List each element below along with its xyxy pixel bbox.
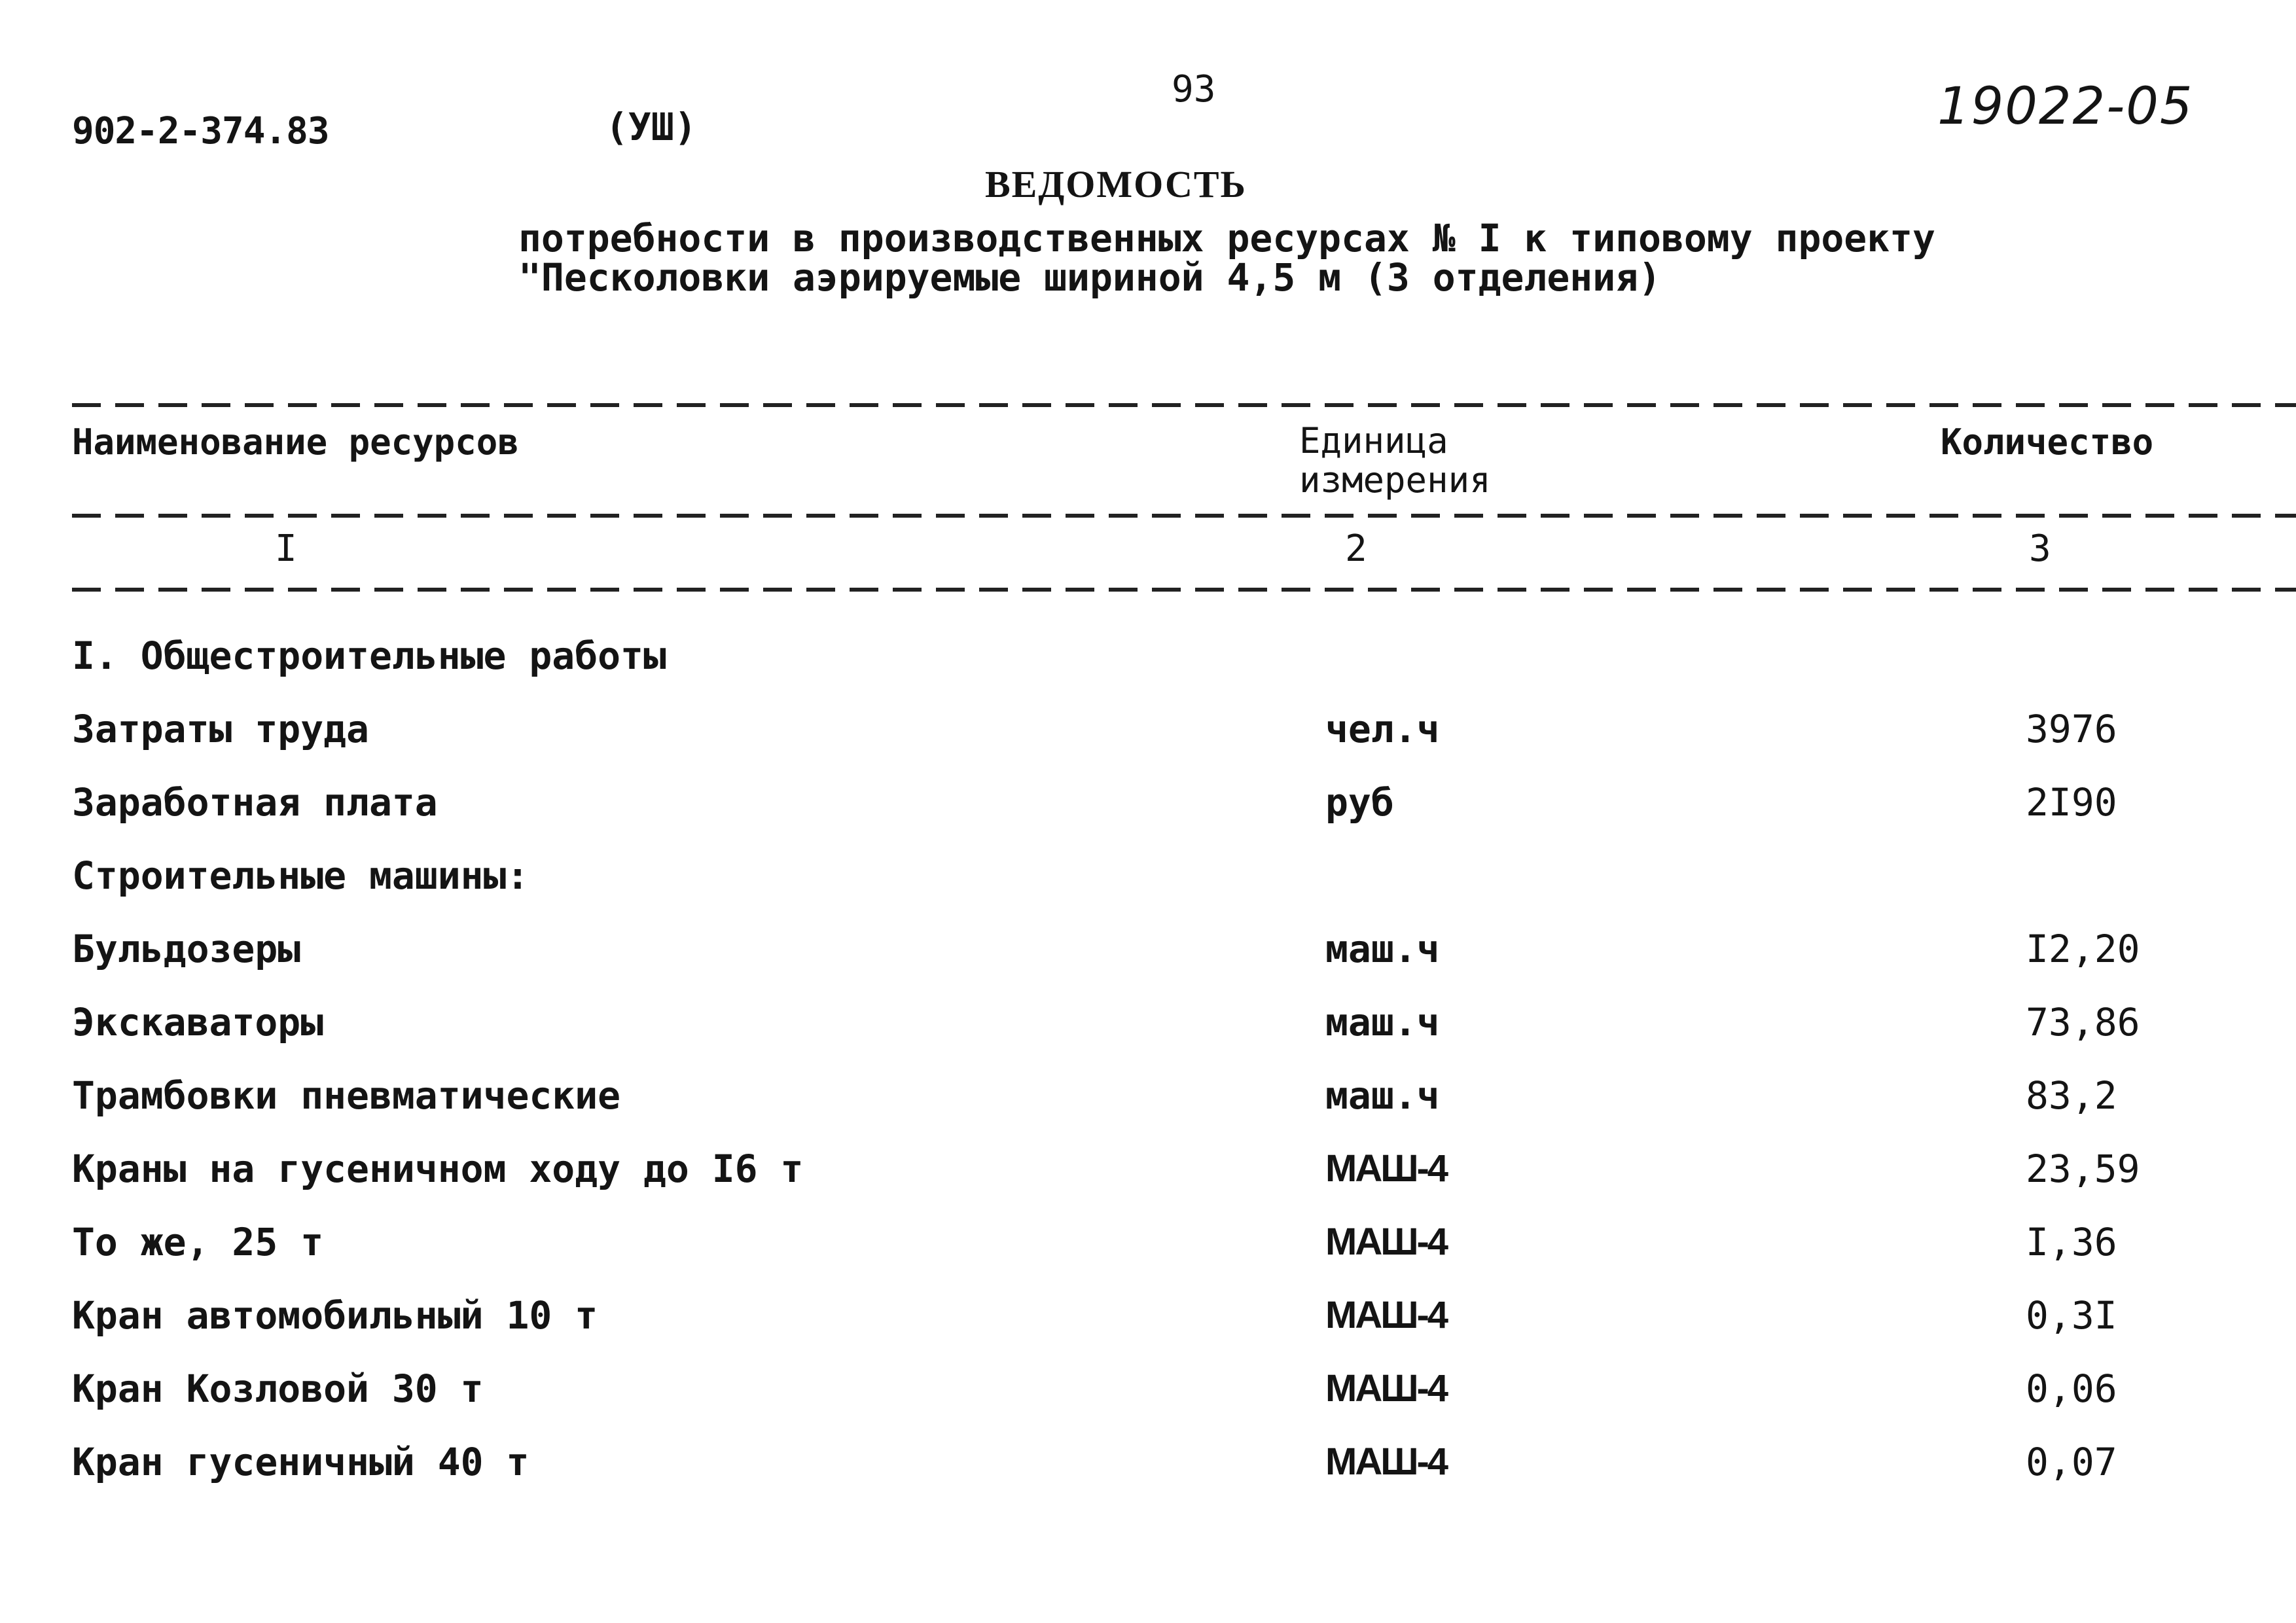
table-row <box>72 780 2296 853</box>
resource-name: Экскаваторы <box>72 1000 324 1044</box>
document-subtitle-line-1: потребности в производственных ресурсах № I к типовому проекту <box>518 216 1935 260</box>
document-title: ВЕДОМОСТЬ <box>985 163 1247 205</box>
resource-quantity: 3976 <box>2026 707 2117 751</box>
resource-unit: МАШ-4 <box>1325 1367 1447 1410</box>
resource-name: Бульдозеры <box>72 927 301 971</box>
resource-quantity: I2,20 <box>2026 927 2140 971</box>
table-row <box>72 1000 2296 1073</box>
archive-number: 19022-05 <box>1937 77 2194 136</box>
resource-quantity: I,36 <box>2026 1220 2117 1264</box>
resource-unit: руб <box>1325 780 1394 825</box>
resource-quantity: 83,2 <box>2026 1073 2117 1118</box>
document-subtitle-line-2: "Песколовки аэрируемые шириной 4,5 м (3 отделения) <box>518 255 1661 300</box>
resource-unit: МАШ-4 <box>1325 1221 1447 1263</box>
resource-quantity: 2I90 <box>2026 780 2117 825</box>
resource-quantity: 0,07 <box>2026 1440 2117 1484</box>
resource-name: Кран Козловой 30 т <box>72 1366 484 1411</box>
resource-name: Краны на гусеничном ходу до I6 т <box>72 1147 804 1191</box>
column-header-unit <box>1299 421 1491 500</box>
column-number-1: I <box>275 527 297 570</box>
resource-quantity: 0,06 <box>2026 1366 2117 1411</box>
resource-unit: МАШ-4 <box>1325 1440 1447 1483</box>
table-row <box>72 707 2296 780</box>
resource-unit: чел.ч <box>1325 707 1440 751</box>
resource-unit: МАШ-4 <box>1325 1147 1447 1190</box>
resource-name: Затраты труда <box>72 707 369 751</box>
table-row <box>72 1366 2296 1440</box>
column-number-2: 2 <box>1345 527 1367 570</box>
column-header-unit-line-2: измерения <box>1299 459 1491 501</box>
table-row <box>72 1073 2296 1147</box>
column-header-quantity: Количество <box>1941 421 2154 463</box>
resource-name: То же, 25 т <box>72 1220 324 1264</box>
table-row <box>72 633 2296 707</box>
section-mark: (УШ) <box>605 105 697 149</box>
resource-unit: МАШ-4 <box>1325 1294 1447 1336</box>
resource-group-heading: Строительные машины: <box>72 853 529 898</box>
column-number-3: 3 <box>2029 527 2051 570</box>
table-row <box>72 1147 2296 1220</box>
document-code: 902-2-374.83 <box>72 110 329 152</box>
table-row <box>72 1440 2296 1513</box>
table-numbering-rule <box>72 588 2296 592</box>
resource-name: Кран автомобильный 10 т <box>72 1293 598 1338</box>
resource-unit: маш.ч <box>1325 1000 1440 1044</box>
resource-quantity: 0,3I <box>2026 1293 2117 1338</box>
table-row <box>72 1220 2296 1293</box>
resource-quantity: 23,59 <box>2026 1147 2140 1191</box>
table-header-rule <box>72 514 2296 518</box>
table-row <box>72 927 2296 1000</box>
column-header-unit-line-1: Единица <box>1299 420 1448 461</box>
resource-unit: маш.ч <box>1325 927 1440 971</box>
resource-name: Кран гусеничный 40 т <box>72 1440 529 1484</box>
resource-name: Трамбовки пневматические <box>72 1073 621 1118</box>
table-row <box>72 1293 2296 1366</box>
resource-name: Заработная плата <box>72 780 438 825</box>
table-row <box>72 853 2296 927</box>
column-header-name: Наименование ресурсов <box>72 421 519 463</box>
section-heading: I. Общестроительные работы <box>72 633 666 678</box>
table-top-rule <box>72 403 2296 407</box>
resource-unit: маш.ч <box>1325 1073 1440 1118</box>
page-number: 93 <box>1172 68 1216 111</box>
resource-quantity: 73,86 <box>2026 1000 2140 1044</box>
